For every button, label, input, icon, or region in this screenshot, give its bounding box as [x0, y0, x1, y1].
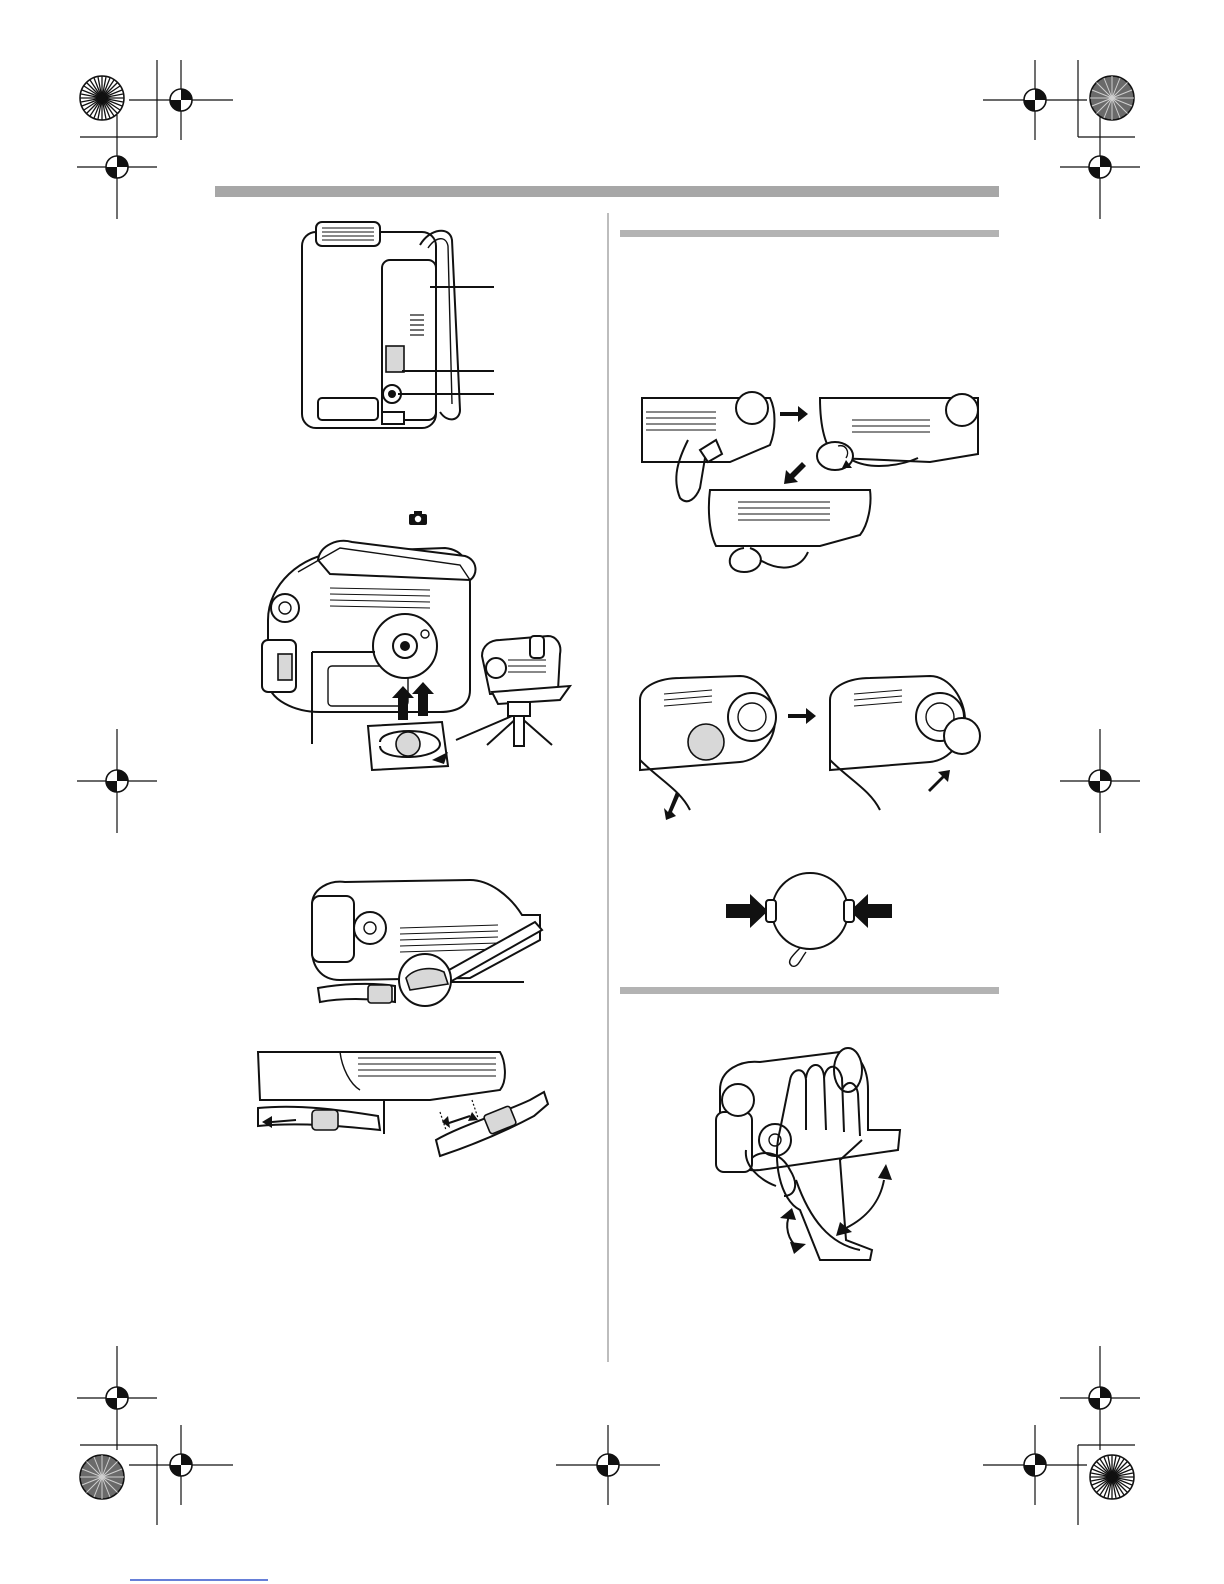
camera-side-view-figure: [302, 222, 494, 428]
header-rule: [215, 186, 999, 197]
camera-icon: [409, 511, 427, 525]
grip-belt-figure-1: [312, 880, 542, 1006]
lens-cap-attach-figure: [642, 392, 978, 572]
section-rule-lens-cap: [620, 230, 999, 237]
lens-cap-storage-figure: [640, 676, 980, 820]
section-rule-grip-belt: [620, 987, 999, 994]
tripod-mounting-figure: [262, 541, 570, 770]
lens-cap-squeeze-figure: [726, 873, 892, 966]
hand-grip-figure: [716, 1048, 900, 1260]
grip-belt-figure-2: [258, 1052, 548, 1156]
